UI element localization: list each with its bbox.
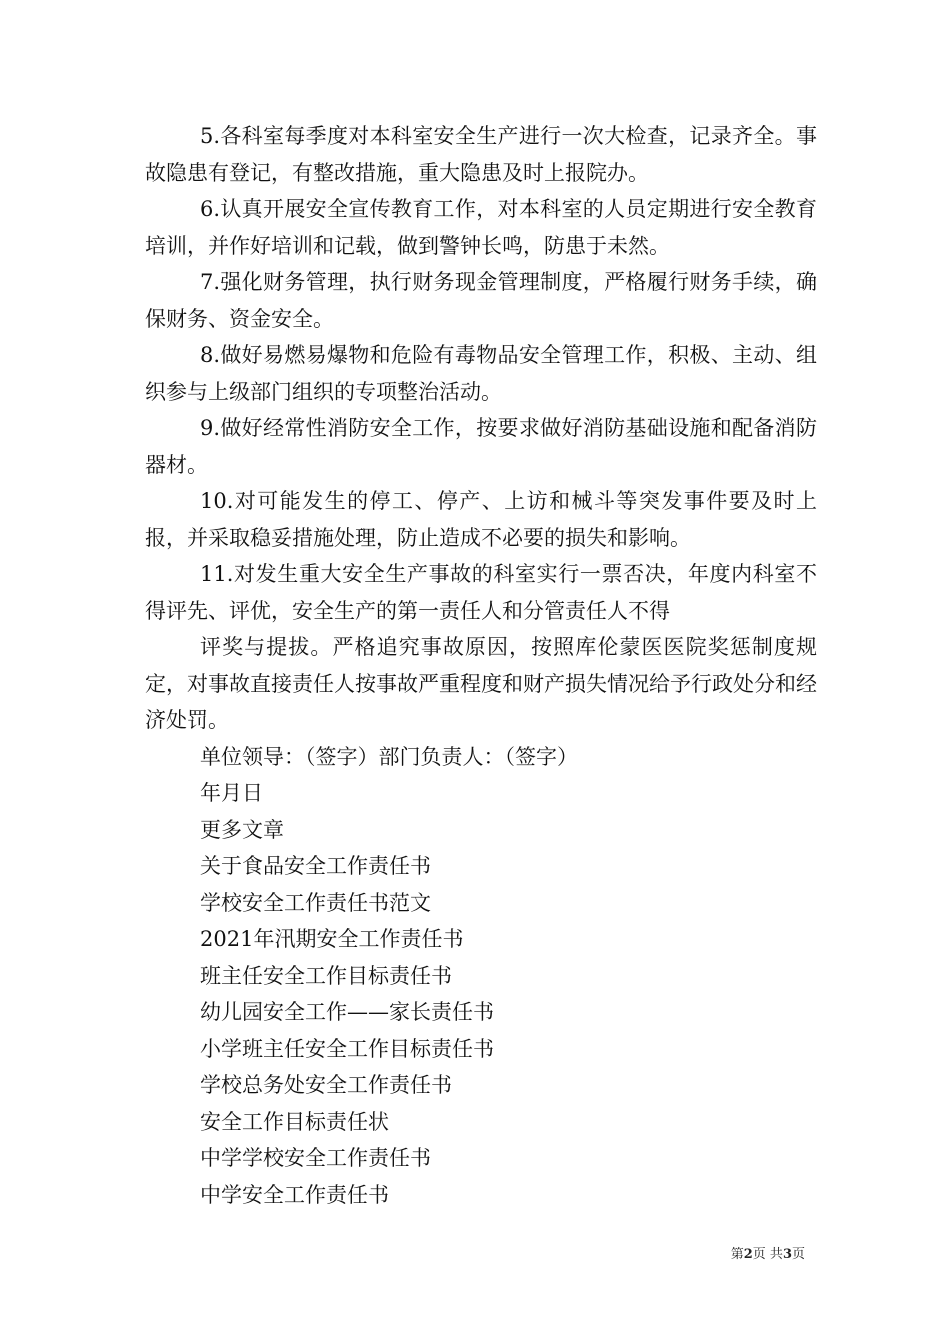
footer-suffix: 页: [791, 1247, 805, 1262]
page-number-footer: [731, 1246, 805, 1264]
article-link-3[interactable]: 2021年汛期安全工作责任书: [200, 927, 464, 951]
current-page-number: 2: [743, 1247, 753, 1262]
paragraph-item-10: 10.对可能发生的停工、停产、上访和械斗等突发事件要及时上报，并采取稳妥措施处理，防止造成不必要的损失和影响。: [145, 489, 817, 550]
article-link-2[interactable]: 学校安全工作责任书范文: [200, 890, 431, 915]
paragraph-item-11: 11.对发生重大安全生产事故的科室实行一票否决，年度内科室不得评先、评优，安全生产的第一责任人和分管责任人不得: [145, 562, 817, 623]
article-link-5[interactable]: 幼儿园安全工作——家长责任书: [200, 1000, 494, 1024]
article-link-7[interactable]: 学校总务处安全工作责任书: [200, 1073, 452, 1097]
paragraph-continuation: 评奖与提拔。严格追究事故原因，按照库伦蒙医医院奖惩制度规定，对事故直接责任人按事故严重程度和财产损失情况给予行政处分和经济处罚。: [145, 635, 817, 732]
article-link-6[interactable]: 小学班主任安全工作目标责任书: [200, 1036, 494, 1061]
paragraph-item-9: 9.做好经常性消防安全工作，按要求做好消防基础设施和配备消防器材。: [145, 416, 817, 477]
footer-middle: 页 共: [752, 1247, 783, 1262]
article-link-9[interactable]: 中学学校安全工作责任书: [200, 1146, 431, 1170]
total-pages-number: 3: [782, 1247, 792, 1262]
signature-line: 单位领导：（签字）部门负责人：（签字）: [200, 744, 578, 769]
article-link-1[interactable]: 关于食品安全工作责任书: [200, 854, 431, 878]
more-articles-heading: 更多文章: [200, 817, 284, 842]
article-link-10[interactable]: 中学安全工作责任书: [200, 1182, 389, 1207]
document-body: [145, 118, 817, 1213]
paragraph-item-8: 8.做好易燃易爆物和危险有毒物品安全管理工作，积极、主动、组织参与上级部门组织的专项整治活动。: [145, 343, 817, 404]
article-link-4[interactable]: 班主任安全工作目标责任书: [200, 963, 452, 988]
paragraph-item-5: 5.各科室每季度对本科室安全生产进行一次大检查，记录齐全。事故隐患有登记，有整改措施，重大隐患及时上报院办。: [145, 124, 817, 185]
footer-prefix: 第: [730, 1247, 744, 1262]
date-line: 年月日: [200, 781, 263, 805]
paragraph-item-7: 7.强化财务管理，执行财务现金管理制度，严格履行财务手续，确保财务、资金安全。: [145, 270, 817, 331]
article-link-8[interactable]: 安全工作目标责任状: [200, 1109, 389, 1134]
paragraph-item-6: 6.认真开展安全宣传教育工作，对本科室的人员定期进行安全教育培训，并作好培训和记载，做到警钟长鸣，防患于未然。: [145, 197, 817, 258]
